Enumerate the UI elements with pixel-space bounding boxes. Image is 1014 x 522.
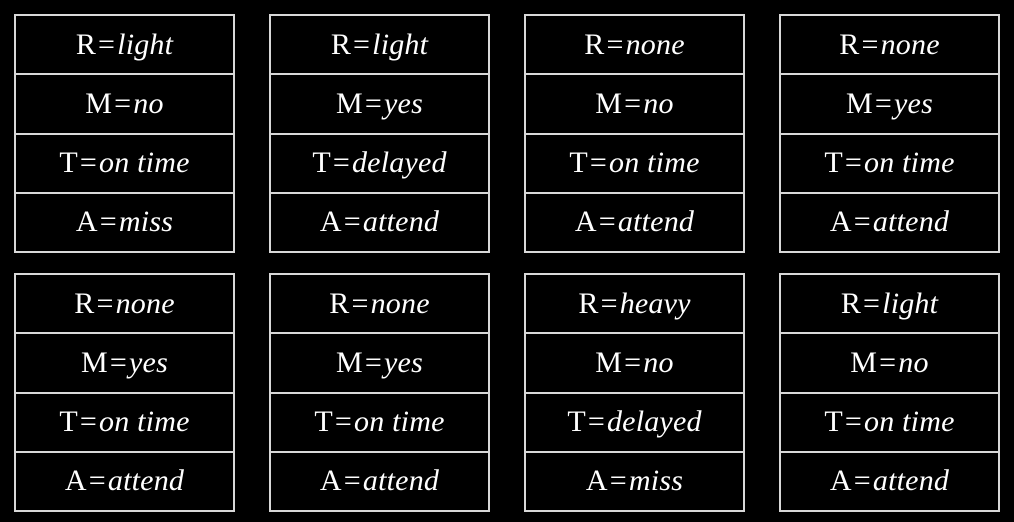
attribute-text: M=no [595, 86, 674, 120]
attribute-text: T=on time [59, 405, 190, 439]
attribute-row-rain [781, 275, 998, 334]
attribute-text: A=attend [574, 205, 695, 239]
instance-card [779, 273, 1000, 512]
attribute-text: R=light [75, 27, 174, 61]
attribute-row-time [16, 135, 233, 194]
attribute-row-time [16, 394, 233, 453]
attribute-row-mood [526, 75, 743, 134]
instance-card [269, 273, 490, 512]
attribute-text: T=on time [824, 146, 955, 180]
attribute-text: A=miss [75, 205, 174, 239]
attribute-text: M=no [85, 86, 164, 120]
instance-card [779, 14, 1000, 253]
attribute-row-rain [526, 275, 743, 334]
attribute-row-mood [526, 334, 743, 393]
attribute-text: R=heavy [578, 286, 691, 320]
attribute-text: R=none [329, 286, 430, 320]
attribute-row-time [526, 135, 743, 194]
attribute-row-attend [16, 453, 233, 510]
attribute-row-attend [271, 453, 488, 510]
attribute-row-time [271, 135, 488, 194]
attribute-text: R=none [839, 27, 940, 61]
attribute-text: A=attend [64, 464, 185, 498]
attribute-text: R=light [840, 286, 939, 320]
attribute-row-time [781, 135, 998, 194]
attribute-text: T=delayed [567, 405, 702, 439]
attribute-row-rain [781, 16, 998, 75]
attribute-text: A=attend [319, 205, 440, 239]
attribute-row-mood [781, 75, 998, 134]
attribute-text: T=on time [314, 405, 445, 439]
attribute-row-mood [16, 75, 233, 134]
instance-card [269, 14, 490, 253]
instance-card [14, 273, 235, 512]
attribute-text: T=on time [569, 146, 700, 180]
attribute-text: A=miss [585, 464, 684, 498]
attribute-text: T=on time [824, 405, 955, 439]
attribute-row-time [781, 394, 998, 453]
attribute-text: R=none [74, 286, 175, 320]
attribute-text: M=yes [336, 86, 423, 120]
attribute-text: M=yes [846, 86, 933, 120]
attribute-text: A=attend [829, 464, 950, 498]
attribute-row-mood [16, 334, 233, 393]
attribute-row-rain [526, 16, 743, 75]
attribute-row-time [526, 394, 743, 453]
attribute-text: T=delayed [312, 146, 447, 180]
attribute-row-attend [526, 194, 743, 251]
instance-card [524, 14, 745, 253]
instance-card [524, 273, 745, 512]
attribute-row-attend [526, 453, 743, 510]
attribute-row-rain [16, 16, 233, 75]
attribute-row-time [271, 394, 488, 453]
attribute-row-rain [16, 275, 233, 334]
attribute-text: R=none [584, 27, 685, 61]
attribute-row-mood [781, 334, 998, 393]
attribute-text: M=no [595, 345, 674, 379]
attribute-row-attend [271, 194, 488, 251]
attribute-row-attend [781, 453, 998, 510]
attribute-text: M=yes [336, 345, 423, 379]
attribute-text: A=attend [319, 464, 440, 498]
attribute-row-attend [16, 194, 233, 251]
attribute-text: A=attend [829, 205, 950, 239]
attribute-row-attend [781, 194, 998, 251]
instance-card [14, 14, 235, 253]
attribute-row-rain [271, 275, 488, 334]
attribute-row-rain [271, 16, 488, 75]
attribute-text: R=light [330, 27, 429, 61]
attribute-text: T=on time [59, 146, 190, 180]
attribute-row-mood [271, 334, 488, 393]
attribute-row-mood [271, 75, 488, 134]
attribute-text: M=yes [81, 345, 168, 379]
attribute-text: M=no [850, 345, 929, 379]
